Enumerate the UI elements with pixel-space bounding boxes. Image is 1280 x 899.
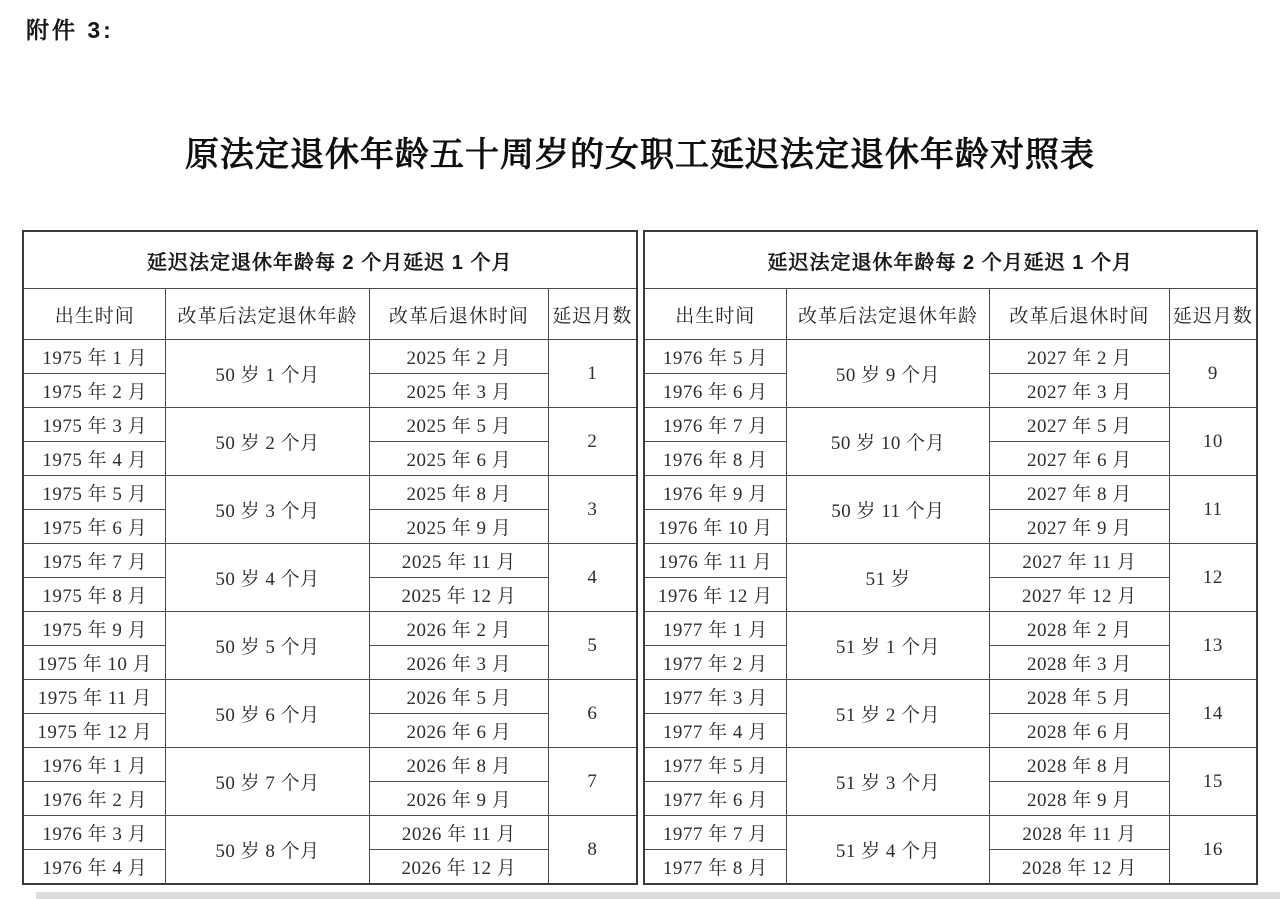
table-group-header: 延迟法定退休年龄每 2 个月延迟 1 个月 (23, 231, 637, 289)
birth-month-cell: 1976 年 11 月 (644, 544, 787, 578)
birth-month-cell: 1975 年 8 月 (23, 578, 166, 612)
birth-month-cell: 1977 年 7 月 (644, 816, 787, 850)
retirement-month-cell: 2025 年 9 月 (369, 510, 549, 544)
birth-month-cell: 1975 年 1 月 (23, 340, 166, 374)
table-head (644, 231, 1258, 340)
table-row (23, 612, 637, 646)
table-column-header-row (23, 289, 637, 340)
birth-month-cell: 1975 年 12 月 (23, 714, 166, 748)
statutory-age-cell: 51 岁 (786, 544, 989, 612)
column-header-1: 改革后法定退休年龄 (786, 289, 989, 340)
delay-months-cell: 5 (549, 612, 637, 680)
birth-month-cell: 1976 年 5 月 (644, 340, 787, 374)
table-body (644, 340, 1258, 885)
statutory-age-cell: 50 岁 9 个月 (786, 340, 989, 408)
delay-months-cell: 2 (549, 408, 637, 476)
birth-month-cell: 1975 年 3 月 (23, 408, 166, 442)
delay-months-cell: 6 (549, 680, 637, 748)
birth-month-cell: 1977 年 8 月 (644, 850, 787, 885)
statutory-age-cell: 50 岁 8 个月 (166, 816, 369, 885)
birth-month-cell: 1976 年 1 月 (23, 748, 166, 782)
table-group-header: 延迟法定退休年龄每 2 个月延迟 1 个月 (644, 231, 1258, 289)
birth-month-cell: 1975 年 5 月 (23, 476, 166, 510)
delay-months-cell: 15 (1169, 748, 1257, 816)
table-row (644, 748, 1258, 782)
birth-month-cell: 1975 年 4 月 (23, 442, 166, 476)
birth-month-cell: 1976 年 10 月 (644, 510, 787, 544)
table-row (644, 544, 1258, 578)
retirement-month-cell: 2025 年 2 月 (369, 340, 549, 374)
retirement-month-cell: 2025 年 6 月 (369, 442, 549, 476)
birth-month-cell: 1976 年 8 月 (644, 442, 787, 476)
table-row (644, 408, 1258, 442)
statutory-age-cell: 50 岁 7 个月 (166, 748, 369, 816)
birth-month-cell: 1976 年 2 月 (23, 782, 166, 816)
retirement-comparison-table-right (643, 230, 1259, 885)
retirement-month-cell: 2026 年 3 月 (369, 646, 549, 680)
retirement-month-cell: 2027 年 3 月 (990, 374, 1170, 408)
statutory-age-cell: 51 岁 4 个月 (786, 816, 989, 885)
retirement-month-cell: 2028 年 6 月 (990, 714, 1170, 748)
statutory-age-cell: 50 岁 5 个月 (166, 612, 369, 680)
retirement-month-cell: 2025 年 5 月 (369, 408, 549, 442)
birth-month-cell: 1976 年 7 月 (644, 408, 787, 442)
statutory-age-cell: 50 岁 1 个月 (166, 340, 369, 408)
table-column-header-row (644, 289, 1258, 340)
retirement-month-cell: 2028 年 11 月 (990, 816, 1170, 850)
delay-months-cell: 16 (1169, 816, 1257, 885)
delay-months-cell: 4 (549, 544, 637, 612)
retirement-month-cell: 2028 年 12 月 (990, 850, 1170, 885)
column-header-0: 出生时间 (644, 289, 787, 340)
table-row (644, 612, 1258, 646)
retirement-month-cell: 2027 年 8 月 (990, 476, 1170, 510)
retirement-month-cell: 2028 年 2 月 (990, 612, 1170, 646)
table-row (644, 816, 1258, 850)
statutory-age-cell: 50 岁 4 个月 (166, 544, 369, 612)
statutory-age-cell: 50 岁 6 个月 (166, 680, 369, 748)
retirement-month-cell: 2025 年 8 月 (369, 476, 549, 510)
column-header-1: 改革后法定退休年龄 (166, 289, 369, 340)
birth-month-cell: 1975 年 2 月 (23, 374, 166, 408)
retirement-month-cell: 2027 年 6 月 (990, 442, 1170, 476)
birth-month-cell: 1977 年 3 月 (644, 680, 787, 714)
retirement-month-cell: 2027 年 11 月 (990, 544, 1170, 578)
birth-month-cell: 1977 年 5 月 (644, 748, 787, 782)
delay-months-cell: 9 (1169, 340, 1257, 408)
retirement-month-cell: 2026 年 8 月 (369, 748, 549, 782)
retirement-month-cell: 2027 年 5 月 (990, 408, 1170, 442)
delay-months-cell: 10 (1169, 408, 1257, 476)
birth-month-cell: 1976 年 12 月 (644, 578, 787, 612)
retirement-month-cell: 2028 年 9 月 (990, 782, 1170, 816)
page-title: 原法定退休年龄五十周岁的女职工延迟法定退休年龄对照表 (185, 135, 1095, 175)
statutory-age-cell: 50 岁 10 个月 (786, 408, 989, 476)
comparison-tables-container (22, 230, 1258, 880)
statutory-age-cell: 50 岁 3 个月 (166, 476, 369, 544)
column-header-3: 延迟月数 (549, 289, 637, 340)
retirement-month-cell: 2027 年 12 月 (990, 578, 1170, 612)
delay-months-cell: 7 (549, 748, 637, 816)
delay-months-cell: 8 (549, 816, 637, 885)
retirement-month-cell: 2028 年 5 月 (990, 680, 1170, 714)
table-head (23, 231, 637, 340)
statutory-age-cell: 51 岁 2 个月 (786, 680, 989, 748)
delay-months-cell: 1 (549, 340, 637, 408)
table-row (23, 544, 637, 578)
birth-month-cell: 1976 年 9 月 (644, 476, 787, 510)
delay-months-cell: 14 (1169, 680, 1257, 748)
table-group-header-row (23, 231, 637, 289)
retirement-month-cell: 2025 年 11 月 (369, 544, 549, 578)
birth-month-cell: 1975 年 11 月 (23, 680, 166, 714)
delay-months-cell: 3 (549, 476, 637, 544)
birth-month-cell: 1977 年 6 月 (644, 782, 787, 816)
birth-month-cell: 1976 年 4 月 (23, 850, 166, 885)
page-bottom-shadow (36, 892, 1280, 899)
table-row (644, 340, 1258, 374)
table-row (23, 408, 637, 442)
column-header-3: 延迟月数 (1169, 289, 1257, 340)
statutory-age-cell: 51 岁 3 个月 (786, 748, 989, 816)
statutory-age-cell: 50 岁 11 个月 (786, 476, 989, 544)
statutory-age-cell: 51 岁 1 个月 (786, 612, 989, 680)
retirement-month-cell: 2026 年 11 月 (369, 816, 549, 850)
retirement-month-cell: 2028 年 3 月 (990, 646, 1170, 680)
table-group-header-row (644, 231, 1258, 289)
delay-months-cell: 12 (1169, 544, 1257, 612)
birth-month-cell: 1975 年 10 月 (23, 646, 166, 680)
birth-month-cell: 1977 年 4 月 (644, 714, 787, 748)
attachment-label: 附件 3: (26, 17, 114, 43)
birth-month-cell: 1976 年 3 月 (23, 816, 166, 850)
retirement-month-cell: 2025 年 3 月 (369, 374, 549, 408)
retirement-month-cell: 2026 年 12 月 (369, 850, 549, 885)
table-body (23, 340, 637, 885)
table-row (644, 476, 1258, 510)
retirement-month-cell: 2026 年 2 月 (369, 612, 549, 646)
table-row (23, 816, 637, 850)
retirement-month-cell: 2028 年 8 月 (990, 748, 1170, 782)
retirement-month-cell: 2026 年 5 月 (369, 680, 549, 714)
retirement-month-cell: 2027 年 2 月 (990, 340, 1170, 374)
birth-month-cell: 1977 年 2 月 (644, 646, 787, 680)
retirement-month-cell: 2025 年 12 月 (369, 578, 549, 612)
table-row (23, 748, 637, 782)
delay-months-cell: 13 (1169, 612, 1257, 680)
delay-months-cell: 11 (1169, 476, 1257, 544)
birth-month-cell: 1975 年 9 月 (23, 612, 166, 646)
retirement-month-cell: 2026 年 6 月 (369, 714, 549, 748)
retirement-comparison-table-left (22, 230, 638, 885)
column-header-2: 改革后退休时间 (369, 289, 549, 340)
column-header-2: 改革后退休时间 (990, 289, 1170, 340)
table-row (23, 476, 637, 510)
column-header-0: 出生时间 (23, 289, 166, 340)
table-row (23, 680, 637, 714)
birth-month-cell: 1977 年 1 月 (644, 612, 787, 646)
retirement-month-cell: 2026 年 9 月 (369, 782, 549, 816)
statutory-age-cell: 50 岁 2 个月 (166, 408, 369, 476)
birth-month-cell: 1976 年 6 月 (644, 374, 787, 408)
birth-month-cell: 1975 年 7 月 (23, 544, 166, 578)
table-row (644, 680, 1258, 714)
retirement-month-cell: 2027 年 9 月 (990, 510, 1170, 544)
table-row (23, 340, 637, 374)
birth-month-cell: 1975 年 6 月 (23, 510, 166, 544)
